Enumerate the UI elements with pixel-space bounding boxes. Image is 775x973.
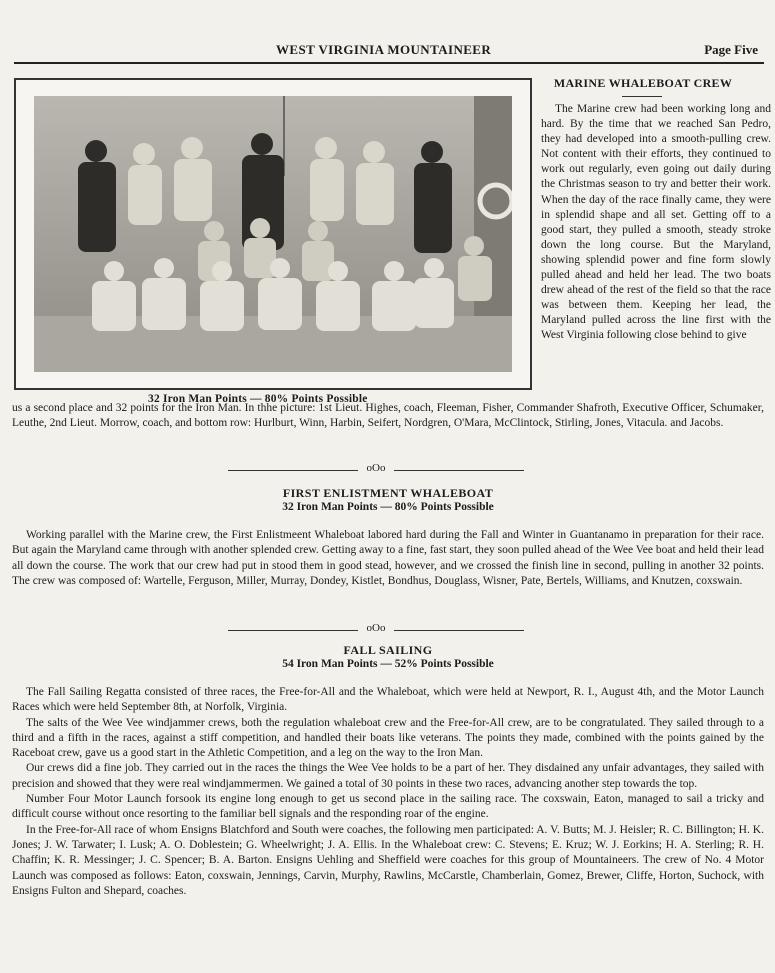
page-header — [14, 40, 764, 64]
divider-mark: oOo — [366, 462, 386, 474]
section-divider — [228, 464, 524, 476]
publication-title: WEST VIRGINIA MOUNTAINEER — [276, 42, 492, 57]
crew-photo-frame — [14, 78, 532, 390]
fall-sailing-paragraph: Number Four Motor Launch forsook its engine long enough to get us second place in the sailing race. The coxswain, Eaton, managed to sail a tricky and difficult course without once resorting to the familiar bell signals and the responding roar of the engine. — [12, 793, 764, 821]
fall-sailing-body — [12, 685, 764, 899]
fall-sailing-paragraph: In the Free-for-All race of whom Ensigns Blatchford and South were coaches, the following men participated: A. V. Butts; M. J. Heisler; R. C. Billington; H. K. Jones; J. W. Tarwater; I. Lusk; A. O. Doblestein; G. Wheelwright; J. A. Ellis. In the Whaleboat crew: C. Stevens; E. Kruz; W. J. Eorkins; H. A. Sterling; R. H. Chaffin; K. R. Messinger; J. C. Spencer; B. A. Barton. Ensigns Uehling and Sheffield were coaches for this group of Mountaineers. The crew of No. 4 Motor Launch was composed as follows: Eaton, coxswain, Jennings, Carvin, Murphy, Rawlins, McCarstle, Chamberlain, Gomez, Brewer, Cliffe, Horton, Suchock, with Ensigns Fulton and Shepard, coaches. — [12, 823, 764, 897]
first-enlistment-subtitle: 32 Iron Man Points — 80% Points Possible — [282, 501, 494, 513]
fall-sailing-paragraph: The salts of the Wee Vee windjammer crews, both the regulation whaleboat crew and the Free-for-All crew, are to be congratulated. They sailed through to a third and a fifth in the races, against a stiff competition, and handled their boats like veterans. The points they made, combined with the points gained by the Raceboat crew, gave us a good start in the Athletic Competition, and a leg on the way to the Iron Man. — [12, 716, 764, 760]
page-number: Page Five — [704, 42, 758, 57]
section-divider — [228, 624, 524, 636]
fall-sailing-paragraph: The Fall Sailing Regatta consisted of three races, the Free-for-All and the Whaleboat, which were held at Newport, R. I., August 4th, and the Motor Launch Races which were held September 8th, at Norfolk, Virginia. — [12, 686, 764, 714]
crew-photo — [34, 96, 512, 372]
title-rule — [622, 96, 662, 97]
marine-continued-text: us a second place and 32 points for the Iron Man. In thhe picture: 1st Lieut. Highes, coach, Fleeman, Fisher, Commander Shafroth, Executive Officer, Schumaker, Leuthe, 2nd Lieut. Morrow, coach, and bottom row: Hurlburt, Winn, Harbin, Seifert, Nordgren, O'Mara, McClintock, Stirling, Jones, Vitacula. and Jacobs. — [12, 402, 764, 430]
fall-sailing-subtitle: 54 Iron Man Points — 52% Points Possible — [282, 658, 494, 670]
marine-body-text: The Marine crew had been working long and hard. By the time that we reached San Pedro, they had developed into a smooth-pulling crew. Not content with their efforts, they continued to work out regularly, even going out daily during the Christmas season to try and better their work. When the day of the race finally came, they were in splendid shape and all set. Getting off to a good start, they pulled a smooth, steady stroke down the long course. But the Maryland, showing splendid power and fine form slowly pulled ahead and held her lead. The two boats drew ahead of the rest of the field so that the race was between them. Keeping her lead, the Maryland pulled across the line first with the West Virginia following close behind to give — [541, 103, 771, 342]
divider-mark: oOo — [366, 622, 386, 634]
first-enlistment-title: FIRST ENLISTMENT WHALEBOAT — [282, 486, 494, 500]
photo-caption: 32 Iron Man Points — 80% Points Possible — [148, 393, 368, 405]
fall-sailing-paragraph: Our crews did a fine job. They carried out in the races the things the Wee Vee holds to be a part of her. They disdained any unfair advantages, they sailed with precision and showed that they were real windjammermen. We gained a total of 30 points in these two races, advancing another step towards the top. — [12, 762, 764, 790]
first-enlistment-text: Working parallel with the Marine crew, the First Enlistmeent Whaleboat labored hard during the Fall and Winter in Guantanamo in preparation for their race. But again the Maryland came through with another splended crew. Getting away to a fine, fast start, they soon pulled ahead of the Wee Vee boat and held their lead all down the course. The work that our crew had put in stood them in good stead, however, and we crossed the finish line in second, pulling in another 32 points. The crew was composed of: Wartelle, Ferguson, Miller, Murray, Dondey, Kistlet, Bondhus, Douglass, Wisner, Pate, Bertels, Williams, and Knutzen, coxswain. — [12, 529, 764, 587]
marine-section-title: MARINE WHALEBOAT CREW — [553, 76, 733, 90]
fall-sailing-title: FALL SAILING — [343, 643, 433, 657]
